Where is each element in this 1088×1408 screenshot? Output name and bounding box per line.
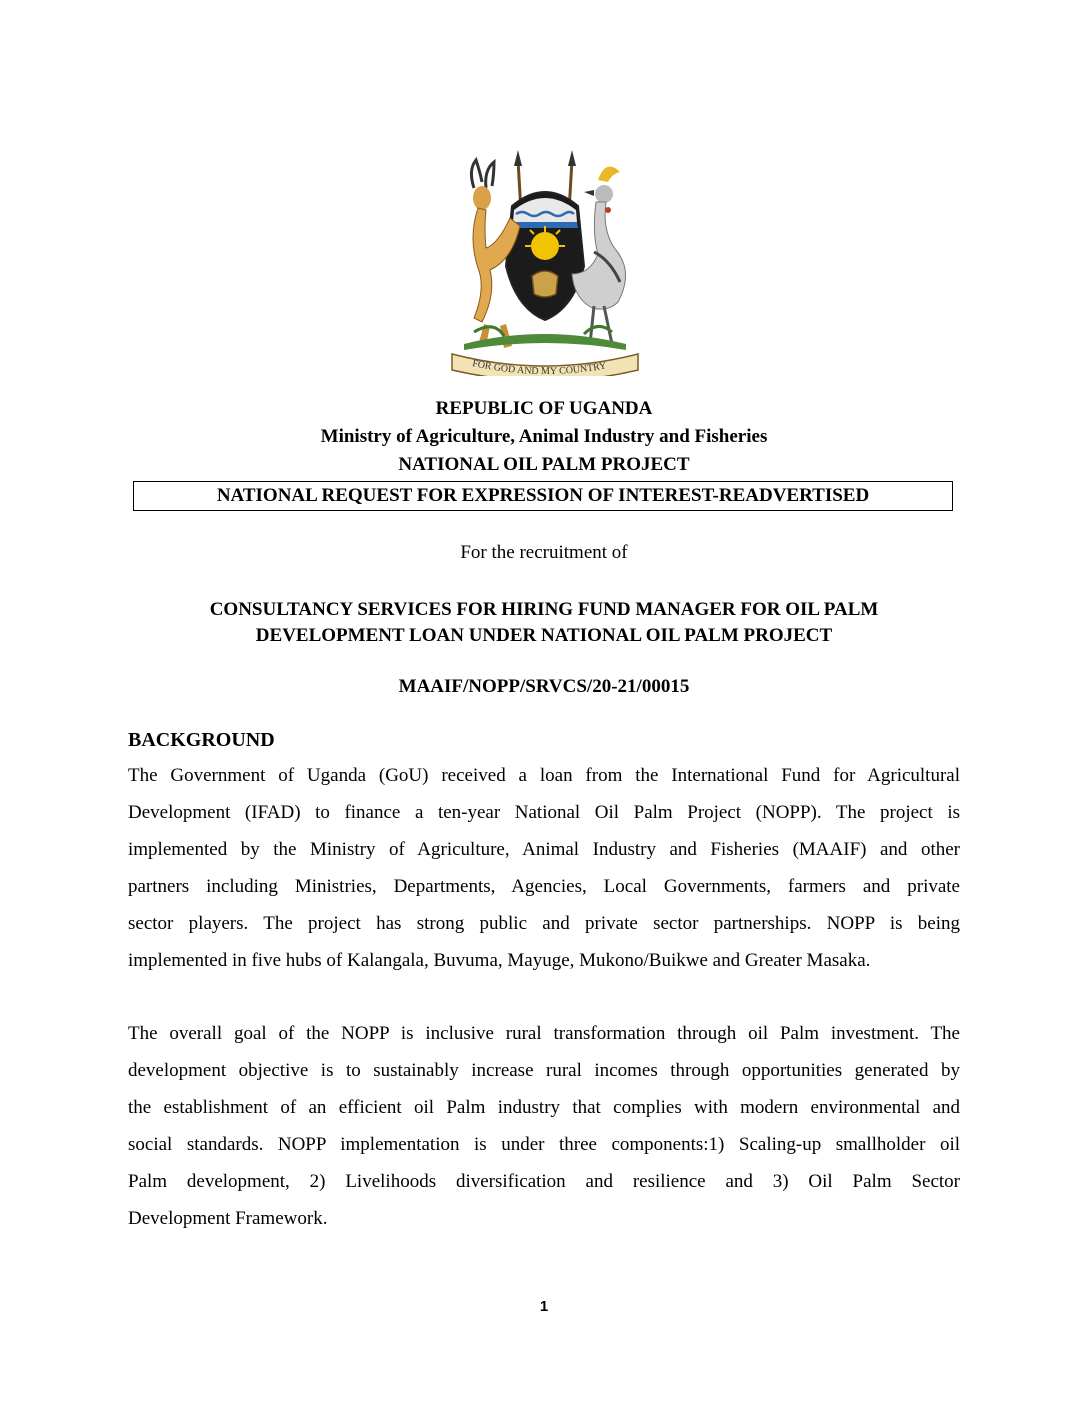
reference-number: MAAIF/NOPP/SRVCS/20-21/00015 <box>398 676 690 697</box>
ministry-name: Ministry of Agriculture, Animal Industry and Fisheries <box>320 426 768 447</box>
paragraph-line: partners including Ministries, Departments, Agencies, Local Governments, farmers and private <box>128 876 960 897</box>
paragraph-line: Development Framework. <box>128 1208 328 1229</box>
consultancy-title-line1: CONSULTANCY SERVICES FOR HIRING FUND MANAGER FOR OIL PALM <box>209 599 879 620</box>
consultancy-title-line2: DEVELOPMENT LOAN UNDER NATIONAL OIL PALM PROJECT <box>255 625 833 646</box>
paragraph-line: Development (IFAD) to finance a ten-year National Oil Palm Project (NOPP). The project is <box>128 802 960 823</box>
project-name: NATIONAL OIL PALM PROJECT <box>398 454 690 475</box>
paragraph-line: The Government of Uganda (GoU) received a loan from the International Fund for Agricultural <box>128 765 960 786</box>
country-name: REPUBLIC OF UGANDA <box>435 398 653 419</box>
page-number: 1 <box>539 1298 549 1315</box>
paragraph-line: implemented in five hubs of Kalangala, Buvuma, Mayuge, Mukono/Buikwe and Greater Masaka. <box>128 950 871 971</box>
background-paragraph-2 <box>128 1015 960 1237</box>
paragraph-line: Palm development, 2) Livelihoods diversification and resilience and 3) Oil Palm Sector <box>128 1171 960 1192</box>
background-heading: BACKGROUND <box>128 729 275 751</box>
paragraph-line: sector players. The project has strong public and private sector partnerships. NOPP is being <box>128 913 960 934</box>
paragraph-line: development objective is to sustainably increase rural incomes through opportunities generated by <box>128 1060 960 1081</box>
paragraph-line: The overall goal of the NOPP is inclusive rural transformation through oil Palm investment. The <box>128 1023 960 1044</box>
paragraph-line: the establishment of an efficient oil Palm industry that complies with modern environmental and <box>128 1097 960 1118</box>
document-header <box>0 395 1088 479</box>
paragraph-line: social standards. NOPP implementation is under three components:1) Scaling-up smallholder oil <box>128 1134 960 1155</box>
coat-motto: FOR GOD AND MY COUNTRY <box>471 358 608 376</box>
uganda-coat-of-arms-icon <box>434 148 656 376</box>
background-paragraph-1 <box>128 757 960 979</box>
request-title-box: NATIONAL REQUEST FOR EXPRESSION OF INTEREST-READVERTISED <box>133 481 953 511</box>
for-recruitment-line: For the recruitment of <box>460 542 628 563</box>
paragraph-line: implemented by the Ministry of Agriculture, Animal Industry and Fisheries (MAAIF) and other <box>128 839 960 860</box>
